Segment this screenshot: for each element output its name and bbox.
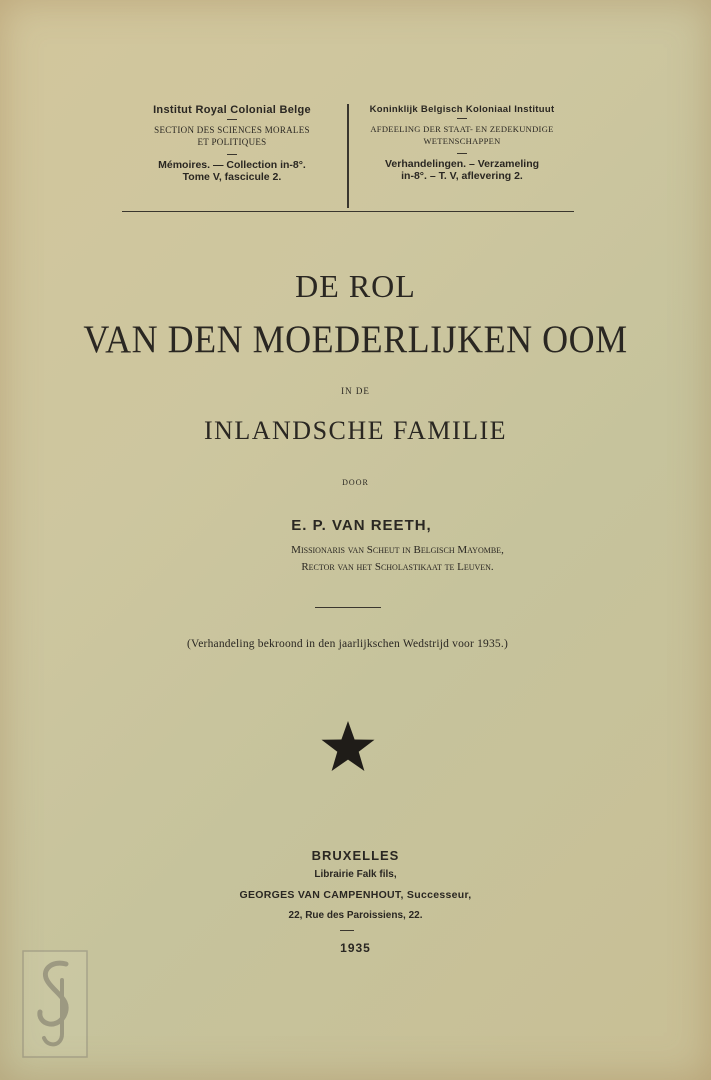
title-line-2: VAN DEN MOEDERLIJKEN OOM — [83, 317, 628, 361]
publication-year: 1935 — [340, 941, 371, 955]
author-name: E. P. VAN REETH, — [291, 517, 432, 534]
header-left-section-2: ET POLITIQUES — [197, 137, 267, 147]
header-left-dash — [227, 119, 237, 120]
title-by: DOOR — [342, 478, 369, 487]
header-divider — [347, 104, 349, 208]
header-right-section-2: WETENSCHAPPEN — [423, 136, 501, 146]
title-line-3: INLANDSCHE FAMILIE — [203, 416, 508, 445]
header-right-dash-2 — [457, 153, 467, 154]
title-line-1: DE ROL — [295, 268, 416, 304]
header-block — [122, 104, 574, 212]
bookseller-logo-icon — [22, 950, 88, 1058]
title-connector: IN DE — [341, 386, 370, 396]
header-right-column — [350, 104, 574, 182]
award-note: (Verhandeling bekroond in den jaarlijkschen Wedstrijd voor 1935.) — [186, 638, 508, 650]
publisher-line-3: 22, Rue des Paroissiens, 22. — [288, 910, 423, 921]
publisher-line-1: Librairie Falk fils, — [314, 869, 397, 880]
header-left-section-1: SECTION DES SCIENCES MORALES — [154, 125, 310, 135]
publisher-line-2: GEORGES VAN CAMPENHOUT, Successeur, — [239, 889, 472, 901]
header-right-institute: Koninklijk Belgisch Koloniaal Instituut — [369, 104, 555, 115]
header-right-series-1: Verhandelingen. – Verzameling — [384, 158, 540, 170]
header-right-section-1: AFDEELING DER STAAT- EN ZEDEKUNDIGE — [370, 124, 554, 134]
header-left-dash-2 — [227, 154, 237, 155]
header-bottom-rule — [122, 211, 574, 212]
header-left-institute: Institut Royal Colonial Belge — [153, 104, 311, 116]
author-role-1: Missionaris van Scheut in Belgisch Mayombe, — [291, 544, 504, 556]
author-role-2: Rector van het Scholastikaat te Leuven. — [301, 561, 494, 573]
star-icon — [320, 720, 376, 774]
header-right-series-2: in-8°. – T. V, aflevering 2. — [401, 170, 523, 182]
header-left-column — [122, 104, 342, 183]
header-right-dash — [457, 118, 467, 119]
header-left-series-1: Mémoires. — Collection in-8°. — [158, 159, 306, 171]
publisher-city: BRUXELLES — [311, 848, 400, 863]
header-left-series-2: Tome V, fascicule 2. — [182, 171, 282, 183]
section-rule — [315, 607, 381, 608]
publisher-rule — [340, 930, 354, 931]
